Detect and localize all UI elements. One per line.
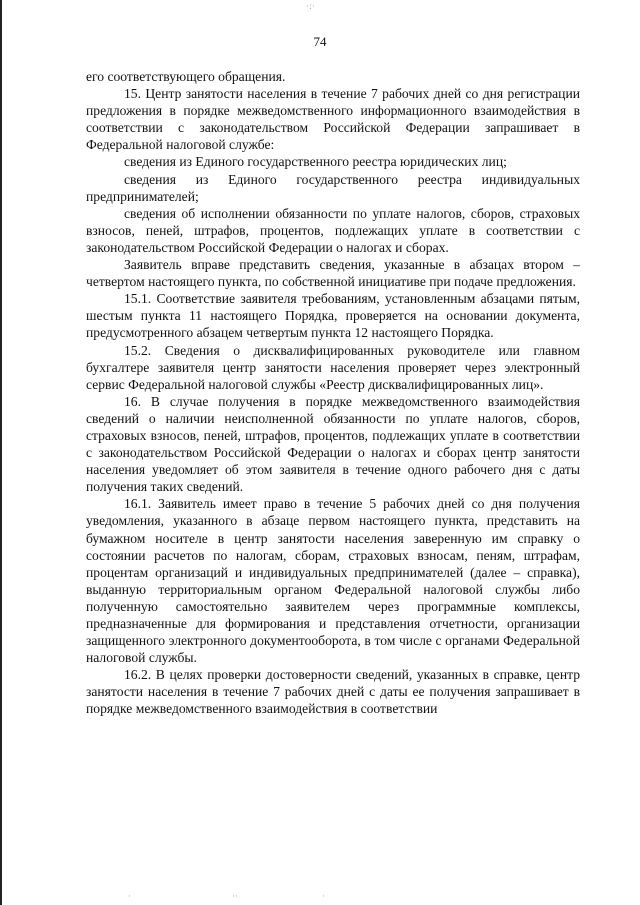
paragraph-egrul: сведения из Единого государственного реестра юридических лиц; [124, 154, 507, 170]
page-number: 74 [313, 34, 327, 49]
scan-artifact-bottom-right: · [322, 892, 325, 902]
paragraph-16-1: 16.1. Заявитель имеет право в течение 5 рабочих дней со дня получения уведомления, указанного в абзаце первом настоящего пункта, представить на бумажном носителе в центр занятости населения заверенную им справку о состоянии расчетов по налогам, сборам, страховых взносам, пеням, штрафам, процентам организаций и индивидуальных предпринимателей (далее – справка), выданную территориальным органом Федеральной налоговой службы либо полученную самостоятельно заявителем через программные комплексы, предназначенные для формирования и представления отчетности, организации защищенного электронного документооборота, в том числе с органами Федеральной налоговой службы. [86, 496, 580, 666]
paragraph-15-1: 15.1. Соответствие заявителя требованиям, установленным абзацами пятым, шестым пункта 11 настоящего Порядка, проверяется на основании документа, предусмотренного абзацем четвертым пункта 12 настоящего Порядка. [86, 291, 580, 341]
paragraph-applicant-right: Заявитель вправе представить сведения, указанные в абзацах втором – четвертом настоящего пункта, по собственной инициативе при подаче предложения. [86, 257, 580, 290]
document-body [86, 68, 580, 718]
paragraph-16: 16. В случае получения в порядке межведомственного взаимодействия сведений о наличии неисполненной обязанности по уплате налогов, сборов, страховых взносов, пеней, штрафов, процентов, подлежащих уплате в соответствии с законодательством Российской Федерации о налогах и сборах центр занятости населения уведомляет об этом заявителя в течение одного рабочего дня с даты получения таких сведений. [86, 393, 580, 495]
paragraph-15: 15. Центр занятости населения в течение 7 рабочих дней со дня регистрации предложения в порядке межведомственного информационного взаимодействия в соответствии с законодательством Российской Федерации запрашивает в Федеральной налоговой службе: [86, 86, 580, 153]
scan-artifact-top: ·:· [306, 2, 315, 12]
paragraph-intro: его соответствующего обращения. [86, 69, 286, 84]
scan-left-edge [0, 0, 2, 905]
paragraph-tax-obligations: сведения об исполнении обязанности по уплате налогов, сборов, страховых взносов, пеней, штрафов, процентов, подлежащих уплате в соответствии с законодательством Российской Федерации о налогах и сборах. [86, 205, 580, 255]
paragraph-15-2: 15.2. Сведения о дисквалифицированных руководителе или главном бухгалтере заявителя центр занятости населения проверяет через электронный сервис Федеральной налоговой службы «Реестр дисквалифицированных лиц». [86, 342, 580, 392]
scan-artifact-bottom-left: · [128, 892, 131, 902]
scan-artifact-bottom-center: ·· [232, 892, 238, 902]
paragraph-egrip: сведения из Единого государственного реестра индивидуальных предпринимателей; [86, 171, 580, 204]
paragraph-16-2: 16.2. В целях проверки достоверности сведений, указанных в справке, центр занятости населения в течение 7 рабочих дней с даты ее получения запрашивает в порядке межведомственного взаимодействия в соответствии [86, 667, 580, 717]
